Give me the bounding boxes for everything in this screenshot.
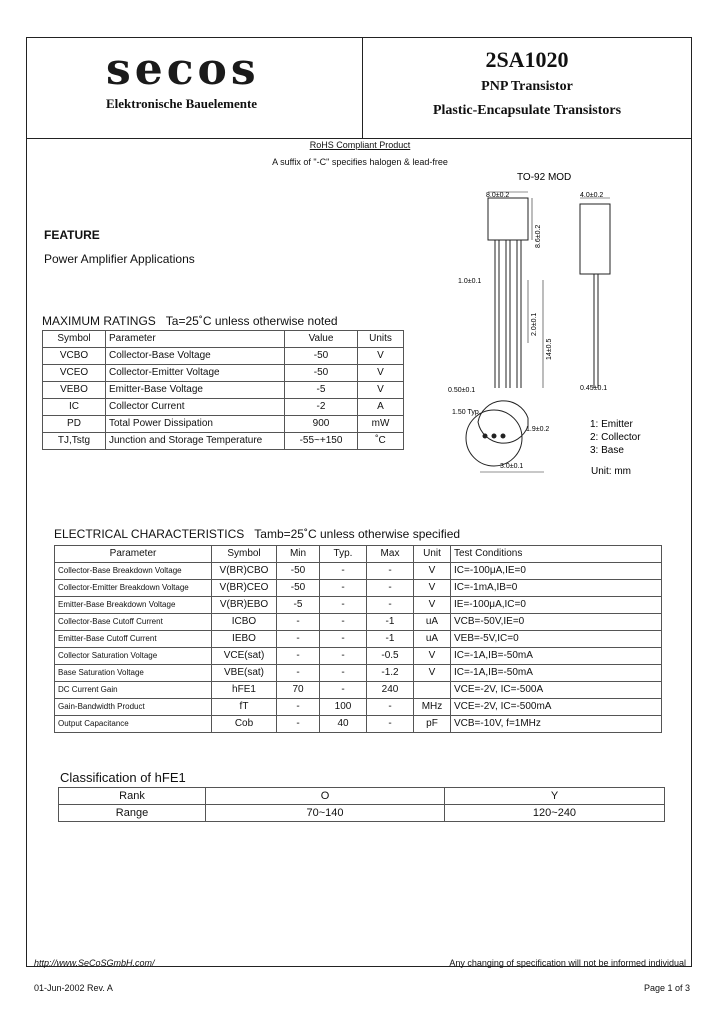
table-row: Collector-Base Breakdown Voltage V(BR)CBO -50 - - V IC=-100μA,IE=0 — [55, 563, 662, 580]
table-row: Output Capacitance Cob - 40 - pF VCB=-10V, f=1MHz — [55, 716, 662, 733]
table-row: Collector-Base Cutoff Current ICBO - - -1 uA VCB=-50V,IE=0 — [55, 614, 662, 631]
feature-text: Power Amplifier Applications — [44, 252, 195, 266]
footer-date: 01-Jun-2002 Rev. A — [34, 983, 113, 993]
table-row: TJ,Tstg Junction and Storage Temperature -55~+150 ˚C — [43, 433, 404, 450]
svg-text:1.9±0.2: 1.9±0.2 — [526, 426, 550, 433]
company-logo: secos — [106, 44, 260, 95]
svg-text:14±0.5: 14±0.5 — [546, 338, 553, 360]
part-number: 2SA1020 — [485, 47, 569, 72]
svg-text:3.0±0.1: 3.0±0.1 — [500, 463, 524, 470]
svg-text:0.50±0.1: 0.50±0.1 — [448, 387, 476, 394]
svg-text:8.0±0.2: 8.0±0.2 — [486, 192, 510, 199]
svg-text:0.45±0.1: 0.45±0.1 — [580, 385, 608, 392]
classification-table — [58, 787, 665, 822]
table-row: Collector-Emitter Breakdown Voltage V(BR)CEO -50 - - V IC=-1mA,IB=0 — [55, 580, 662, 597]
footer-url[interactable]: http://www.SeCoSGmbH.com/ — [34, 958, 155, 968]
svg-text:2.0±0.1: 2.0±0.1 — [531, 312, 538, 336]
table-row: Base Saturation Voltage VBE(sat) - - -1.2 V IC=-1A,IB=-50mA — [55, 665, 662, 682]
side-body — [580, 204, 610, 274]
classification-title: Classification of hFE1 — [60, 770, 186, 785]
company-tagline: Elektronische Bauelemente — [106, 96, 258, 111]
table-row: Emitter-Base Cutoff Current IEBO - - -1 uA VEB=-5V,IC=0 — [55, 631, 662, 648]
table-row: VCEO Collector-Emitter Voltage -50 V — [43, 365, 404, 382]
pin-1: 1: Emitter — [590, 419, 633, 430]
table-row: Collector Saturation Voltage VCE(sat) - - -0.5 V IC=-1A,IB=-50mA — [55, 648, 662, 665]
pin-3: 3: Base — [590, 445, 624, 456]
table-row: IC Collector Current -2 A — [43, 399, 404, 416]
svg-text:4.0±0.2: 4.0±0.2 — [580, 192, 604, 199]
electrical-title: ELECTRICAL CHARACTERISTICS Tamb=25˚C unless otherwise specified — [54, 527, 461, 541]
package-name: TO-92 MOD — [517, 172, 572, 183]
halogen-note: A suffix of "-C" specifies halogen & lead-free — [272, 157, 448, 167]
device-subtitle: Plastic-Encapsulate Transistors — [432, 103, 622, 118]
rohs-note: RoHS Compliant Product — [309, 140, 411, 150]
table-row: VCBO Collector-Base Voltage -50 V — [43, 348, 404, 365]
electrical-table: Parameter Symbol Min Typ. Max Unit Test Conditions Collector-Base Breakdown Voltage V(BR)CBO -50 - - V IC=-100μA,IE=0 Collector-Emitter Breakdown Voltage V(BR)CEO -50 - - V IC=-1mA,IB=0 Emitter-Base Breakdown Voltage V(BR)EBO -5 - - V IE=-100μA,IC=0 Collector-Base Cutoff Current ICBO - - -1 uA VCB=-50V,IE=0 Emitter-Base Cutoff Current IEBO - - -1 uA VEB=-5V,IC=0 Collector Saturation Voltage VCE(sat) - - -0.5 V IC=-1A,IB=-50mA Base Saturation Voltage VBE(sat) - - -1.2 V IC=-1A,IB=-50mA DC Current Gain hFE1 70 - 240 VCE=-2V, IC=-500A Gain-Bandwidth Product fT - 100 - MHz VCE=-2V, IC=-500mA Output Capacitance Cob - 40 - pF VCB=-10V, f=1MHz — [54, 545, 662, 733]
footer-notice: Any changing of specification will not be informed individual — [449, 958, 686, 968]
table-row: Gain-Bandwidth Product fT - 100 - MHz VCE=-2V, IC=-500mA — [55, 699, 662, 716]
front-body — [488, 198, 528, 240]
svg-text:8.6±0.2: 8.6±0.2 — [535, 224, 542, 248]
table-row: Rank O Y — [59, 788, 665, 805]
device-type: PNP Transistor — [481, 79, 573, 94]
svg-text:1.50 Typ.: 1.50 Typ. — [452, 409, 481, 416]
unit-label: Unit: mm — [591, 466, 631, 477]
svg-text:1.0±0.1: 1.0±0.1 — [458, 278, 482, 285]
pin-2: 2: Collector — [590, 432, 641, 443]
package-drawing — [440, 168, 670, 488]
header-bottom-rule — [26, 138, 692, 139]
table-row: PD Total Power Dissipation 900 mW — [43, 416, 404, 433]
feature-heading: FEATURE — [44, 228, 100, 242]
max-ratings-title: MAXIMUM RATINGS Ta=25˚C unless otherwise noted — [42, 314, 338, 328]
table-row: Emitter-Base Breakdown Voltage V(BR)EBO -5 - - V IE=-100μA,IC=0 — [55, 597, 662, 614]
table-row: Range 70~140 120~240 — [59, 805, 665, 822]
footer-page: Page 1 of 3 — [643, 983, 690, 993]
max-ratings-table: Symbol Parameter Value Units VCBO Collector-Base Voltage -50 V VCEO Collector-Emitter Voltage -50 V VEBO Emitter-Base Voltage -5 V IC Collector Current -2 A PD Total Power Dissipation 900 mW TJ,Tstg Junction and Storage Temperature -55~+150 ˚C — [42, 330, 404, 450]
table-row: DC Current Gain hFE1 70 - 240 VCE=-2V, IC=-500A — [55, 682, 662, 699]
table-row: VEBO Emitter-Base Voltage -5 V — [43, 382, 404, 399]
